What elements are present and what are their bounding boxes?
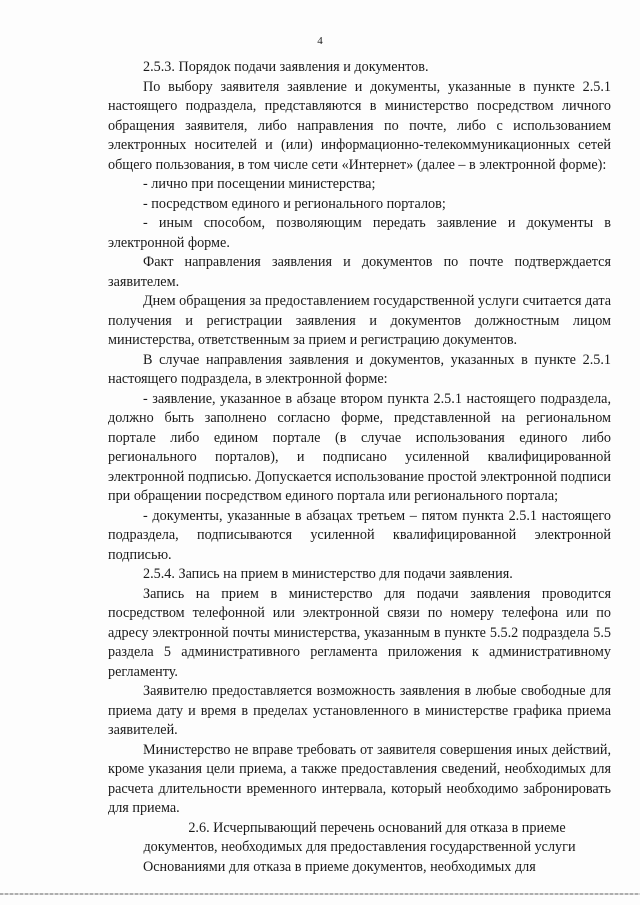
paragraph-submission-methods: По выбору заявителя заявление и документы, указанные в пункте 2.5.1 настоящего подраздела, представляются в министерство посредством личного обращения заявителя, либо направления по почте, либо с использованием электронных носителей и (или) информационно-телекоммуникационных сетей общего пользования, в том числе сети «Интернет» (далее – в электронной форме): bbox=[108, 78, 611, 173]
list-item-in-person: - лично при посещении министерства; bbox=[143, 176, 376, 192]
paragraph-2-5-4-heading: 2.5.4. Запись на прием в министерство для подачи заявления. bbox=[143, 566, 513, 582]
list-item-documents-signature: - документы, указанные в абзацах третьем – пятом пункта 2.5.1 настоящего подраздела, подписываются усиленной квалифицированной электронной подписью. bbox=[108, 507, 611, 563]
list-item-portals: - посредством единого и регионального порталов; bbox=[143, 195, 446, 212]
paragraph-ministry-restrictions: Министерство не вправе требовать от заявителя совершения иных действий, кроме указания цели приема, а также предоставления сведений, необходимых для расчета длительности временного интервала, который необходимо забронировать для приема. bbox=[108, 741, 611, 816]
paragraph-appointment-time: Заявителю предоставляется возможность заявления в любые свободные для приема дату и время в пределах установленного в министерстве графика приема заявителей. bbox=[108, 683, 611, 738]
list-item-application-form: - заявление, указанное в абзаце втором пункта 2.5.1 настоящего подраздела, должно быть заполнено согласно форме, представленной на региональном портале либо едином портале (в случае использования единого либо регионального порталов), и подписано усиленной квалифицированной электронной подписью. Допускается использование простой электронной подписи при обращении посредством единого портала или регионального портала; bbox=[108, 390, 611, 504]
scan-edge-line bbox=[0, 893, 640, 895]
paragraph-application-day: Днем обращения за предоставлением государственной услуги считается дата получения и регистрации заявления и документов должностным лицом министерства, ответственным за прием и регистрацию документов. bbox=[108, 293, 611, 348]
list-item-other-method: - иным способом, позволяющим передать заявление и документы в электронной форме. bbox=[108, 215, 611, 251]
paragraph-appointment-method: Запись на прием в министерство для подачи заявления проводится посредством телефонной или электронной связи по номеру телефона или по адресу электронной почты министерства, указанным в пункте 5.5.2 подраздела 5.5 раздела 5 административного регламента приложения к административному регламенту. bbox=[108, 585, 611, 680]
paragraph-refusal-grounds: Основаниями для отказа в приеме документов, необходимых для bbox=[143, 858, 536, 875]
section-heading-2-6: 2.6. Исчерпывающий перечень оснований для отказа в приеме документов, необходимых для предоставления государственной услуги bbox=[143, 819, 576, 855]
paragraph-mail-fact: Факт направления заявления и документов по почте подтверждается заявителем. bbox=[108, 254, 611, 290]
page-number: 4 bbox=[317, 35, 323, 47]
document-body bbox=[108, 58, 611, 877]
paragraph-2-5-3-heading: 2.5.3. Порядок подачи заявления и документов. bbox=[143, 59, 429, 75]
paragraph-electronic-case: В случае направления заявления и документов, указанных в пункте 2.5.1 настоящего подраздела, в электронной форме: bbox=[108, 351, 611, 387]
